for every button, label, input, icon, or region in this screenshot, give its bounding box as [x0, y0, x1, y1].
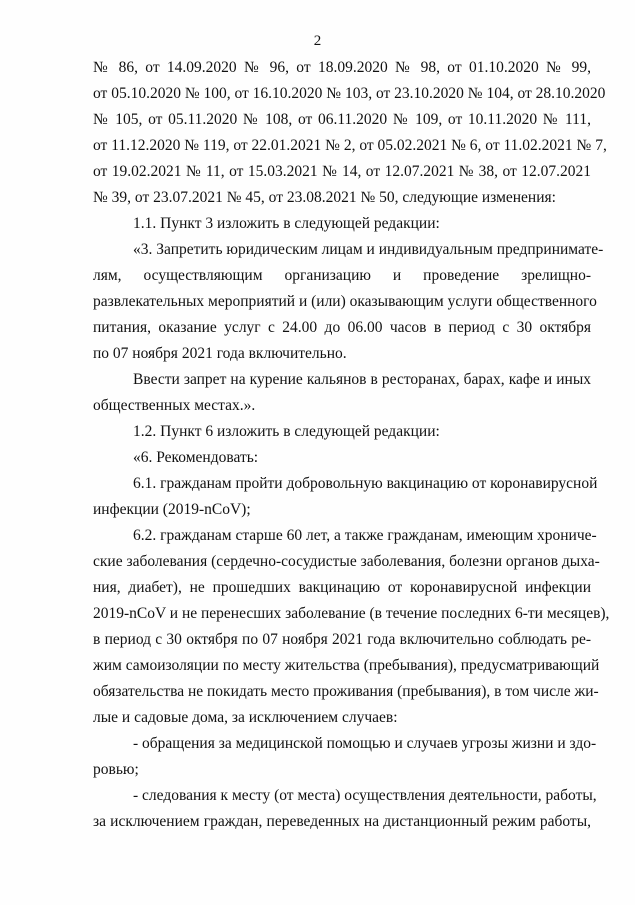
text-line: ния, диабет), не прошедших вакцинацию от коронавирусной инфекции	[93, 579, 591, 596]
text-line: - следования к месту (от места) осуществления деятельности, работы,	[133, 787, 597, 804]
text-line: № 105, от 05.11.2020 № 108, от 06.11.2020 № 109, от 10.11.2020 № 111,	[93, 111, 591, 128]
text-line: 6.2. гражданам старше 60 лет, а также гражданам, имеющим хрониче-	[133, 527, 597, 544]
text-line: питания, оказание услуг с 24.00 до 06.00 часов в период с 30 октября	[93, 319, 591, 336]
text-line: 2019-nCoV и не перенесших заболевание (в течение последних 6-ти месяцев),	[93, 605, 610, 622]
text-line: обязательства не покидать место проживания (пребывания), в том числе жи-	[93, 683, 599, 700]
text-line: за исключением граждан, переведенных на дистанционный режим работы,	[93, 813, 591, 830]
text-line: развлекательных мероприятий и (или) оказывающим услуги общественного	[93, 293, 597, 310]
text-line: от 11.12.2020 № 119, от 22.01.2021 № 2, от 05.02.2021 № 6, от 11.02.2021 № 7,	[93, 137, 607, 154]
text-line: 1.2. Пункт 6 изложить в следующей редакции:	[133, 423, 440, 440]
text-line: - обращения за медицинской помощью и случаев угрозы жизни и здо-	[133, 735, 597, 752]
page-number: 2	[313, 33, 322, 49]
text-line: «6. Рекомендовать:	[133, 449, 259, 466]
text-line: по 07 ноября 2021 года включительно.	[93, 345, 347, 362]
text-line: № 86, от 14.09.2020 № 96, от 18.09.2020 № 98, от 01.10.2020 № 99,	[93, 59, 591, 76]
text-line: лям, осуществляющим организацию и проведение зрелищно-	[93, 267, 591, 284]
text-line: от 05.10.2020 № 100, от 16.10.2020 № 103, от 23.10.2020 № 104, от 28.10.2020	[93, 85, 606, 102]
text-line: жим самоизоляции по месту жительства (пребывания), предусматривающий	[93, 657, 600, 674]
text-line: ские заболевания (сердечно-сосудистые заболевания, болезни органов дыха-	[93, 553, 600, 570]
text-line: № 39, от 23.07.2021 № 45, от 23.08.2021 № 50, следующие изменения:	[93, 189, 556, 206]
text-line: лые и садовые дома, за исключением случаев:	[93, 709, 398, 726]
text-line: 6.1. гражданам пройти добровольную вакцинацию от коронавирусной	[133, 475, 598, 492]
text-line: 1.1. Пункт 3 изложить в следующей редакции:	[133, 215, 440, 232]
text-line: общественных местах.».	[93, 397, 256, 414]
text-line: Ввести запрет на курение кальянов в ресторанах, барах, кафе и иных	[133, 371, 591, 388]
text-line: в период с 30 октября по 07 ноября 2021 года включительно соблюдать ре-	[93, 631, 591, 648]
text-line: ровью;	[93, 761, 139, 778]
text-line: инфекции (2019-nCoV);	[93, 501, 251, 518]
text-line: «3. Запретить юридическим лицам и индивидуальным предпринимате-	[133, 241, 604, 258]
text-line: от 19.02.2021 № 11, от 15.03.2021 № 14, от 12.07.2021 № 38, от 12.07.2021	[93, 163, 591, 180]
